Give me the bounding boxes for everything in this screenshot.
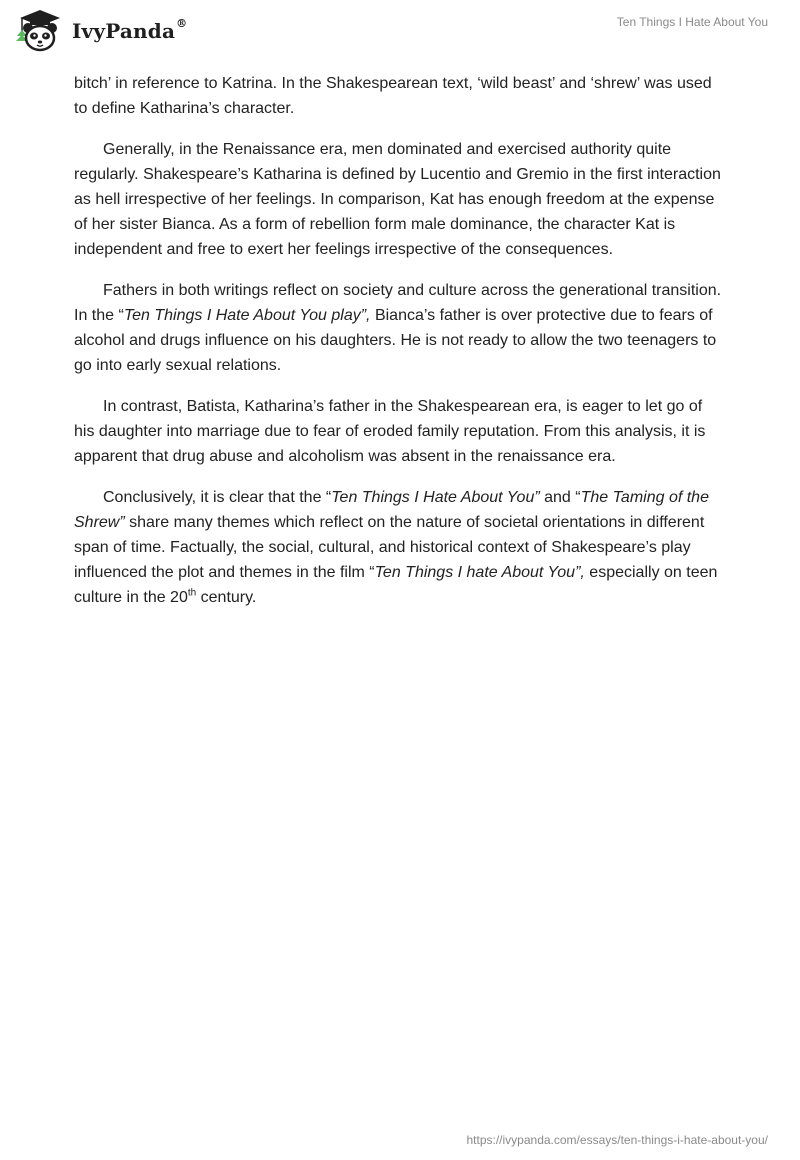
panda-logo-icon	[14, 8, 66, 54]
essay-body	[74, 71, 726, 626]
brand-name: IvyPanda®	[72, 17, 188, 43]
source-url[interactable]: https://ivypanda.com/essays/ten-things-i-hate-about-you/	[466, 1133, 768, 1147]
ivypanda-logo[interactable]	[14, 8, 187, 54]
paragraph-5: Conclusively, it is clear that the “Ten Things I Hate About You” and “The Taming of the Shrew” share many themes which reflect on the nature of societal orientations in different span of time. Factually, the social, cultural, and historical context of Shakespeare’s play influenced the plot and themes in the film “Ten Things I hate About You”, especially on teen culture in the 20th century.	[74, 489, 718, 606]
paragraph-3: Fathers in both writings reflect on society and culture across the generational transition. In the “Ten Things I Hate About You play”, Bianca’s father is over protective due to fears of alcohol and drugs influence on his daughters. He is not ready to allow the two teenagers to go into early sexual relations.	[74, 282, 722, 374]
paragraph-4: In contrast, Batista, Katharina’s father in the Shakespearean era, is eager to let go of his daughter into marriage due to fear of eroded family reputation. From this analysis, it is apparent that drug abuse and alcoholism was absent in the renaissance era.	[74, 398, 706, 465]
page-header	[0, 0, 800, 60]
document-title: Ten Things I Hate About You	[616, 15, 768, 29]
paragraph-2: Generally, in the Renaissance era, men dominated and exercised authority quite regularly. Shakespeare’s Katharina is defined by Lucentio and Gremio in the first interaction as hell irrespective of her feelings. In comparison, Kat has enough freedom at the expense of her sister Bianca. As a form of rebellion form male dominance, the character Kat is independent and free to exert her feelings irrespective of the consequences.	[74, 141, 721, 258]
paragraph-1: bitch’ in reference to Katrina. In the Shakespearean text, ‘wild beast’ and ‘shrew’ was used to define Katharina’s character.	[74, 75, 712, 117]
